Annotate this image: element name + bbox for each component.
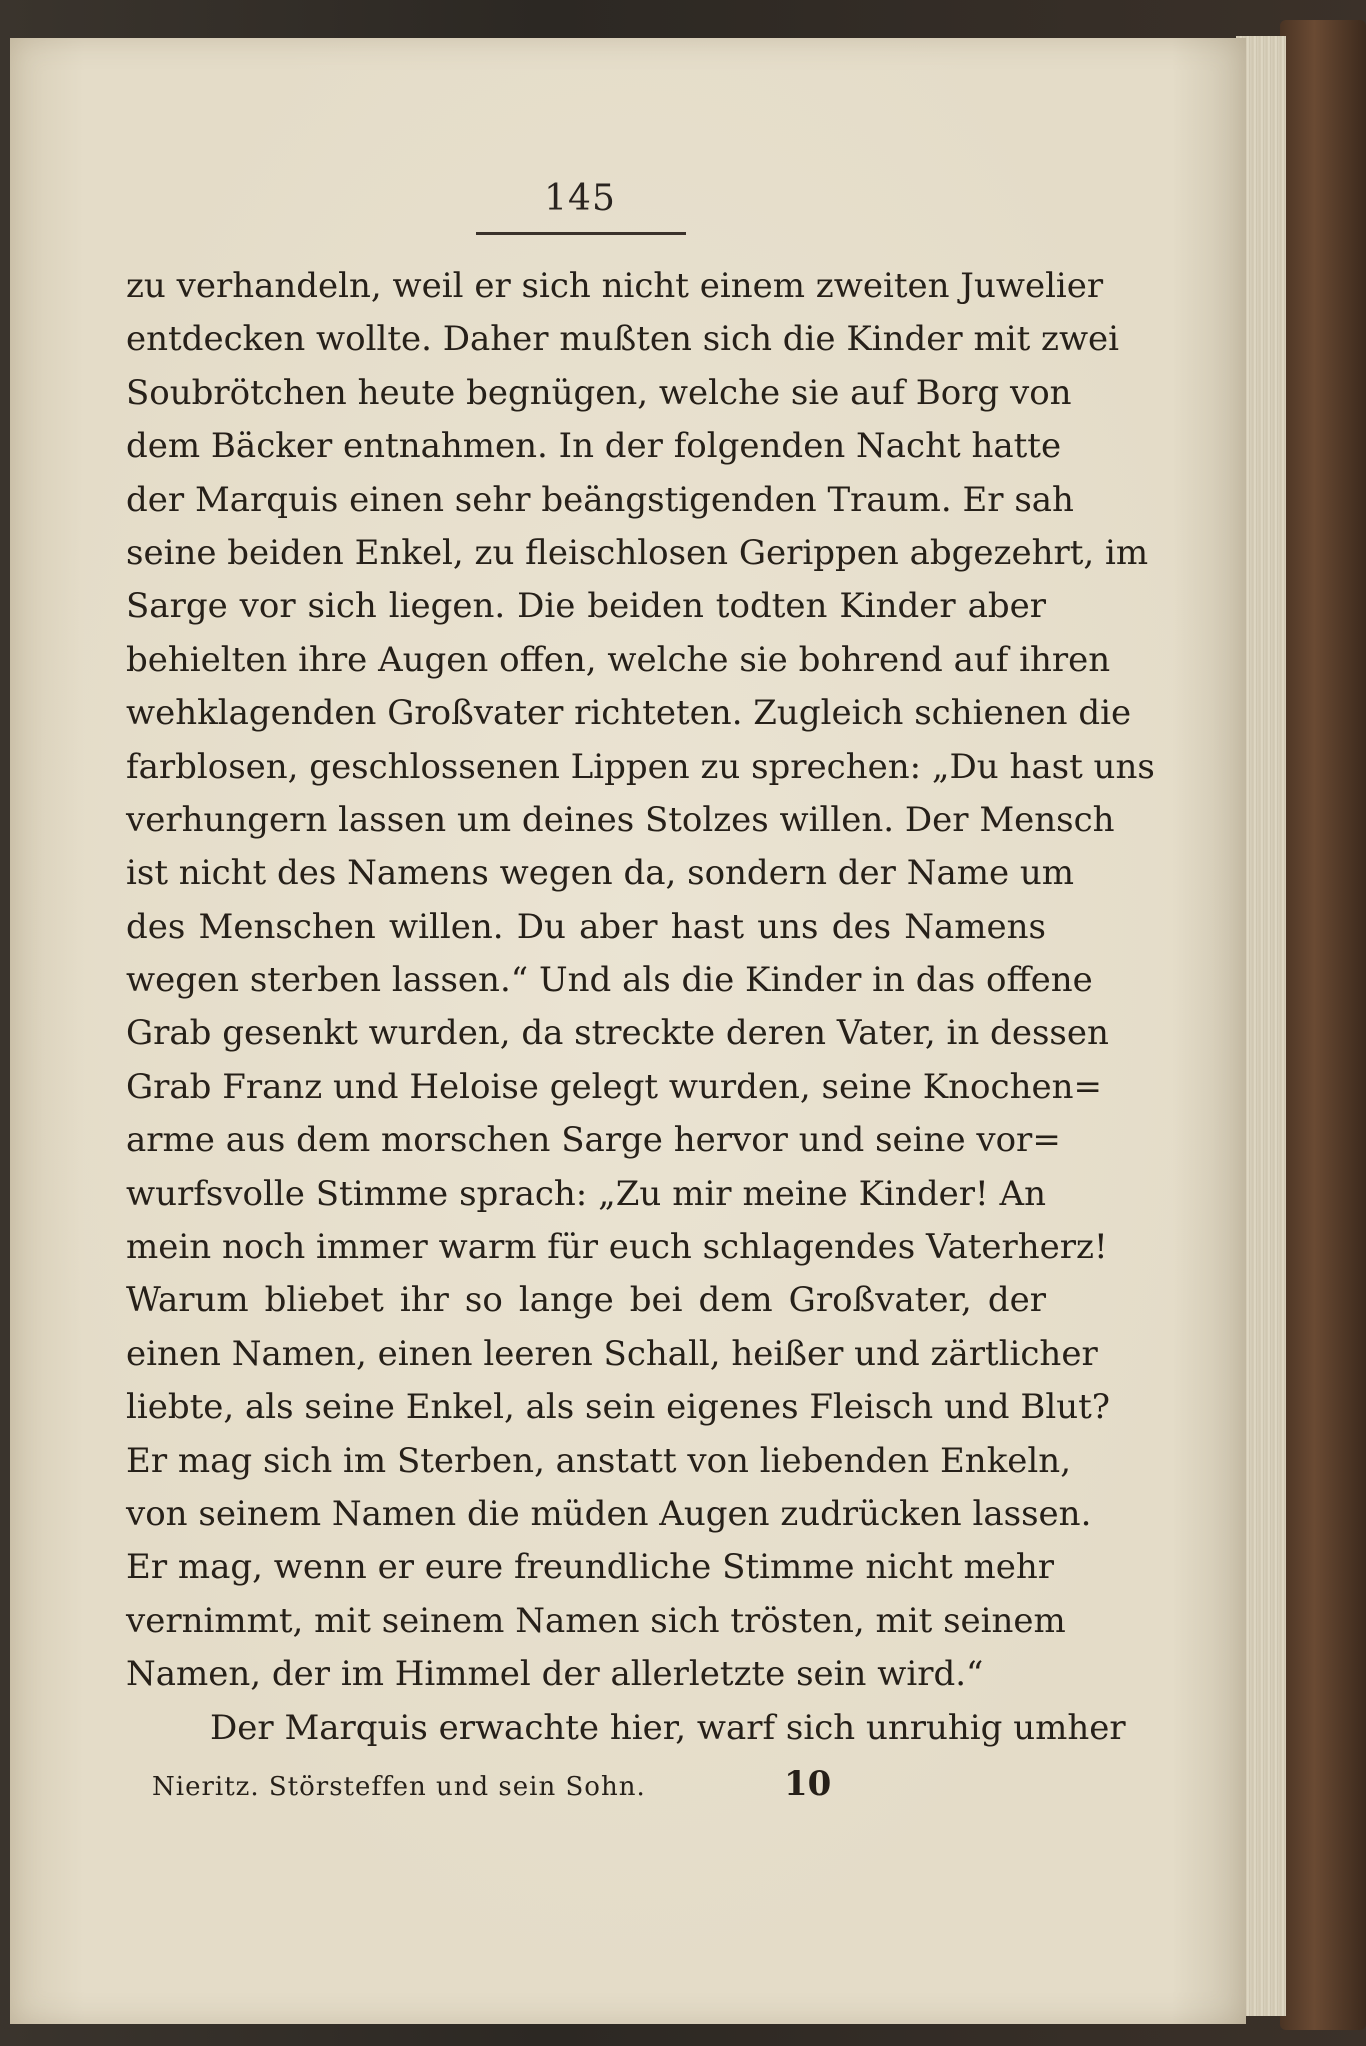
text-line: Der Marquis erwachte hier, warf sich unruhig umher xyxy=(210,1707,1126,1748)
header-rule xyxy=(476,232,686,235)
text-line: Grab Franz und Heloise gelegt wurden, seine Knochen= xyxy=(126,1066,1102,1107)
text-line: behielten ihre Augen offen, welche sie bohrend auf ihren xyxy=(126,639,1111,680)
text-line: der Marquis einen sehr beängstigenden Traum. Er sah xyxy=(126,479,1074,520)
book-page xyxy=(10,38,1246,2024)
text-line: wegen sterben lassen.“ Und als die Kinder in das offene xyxy=(126,960,1093,1001)
text-line: zu verhandeln, weil er sich nicht einem zweiten Juwelier xyxy=(126,266,1104,306)
text-line: entdecken wollte. Daher mußten sich die Kinder mit zwei xyxy=(126,319,1120,360)
text-line: Namen, der im Himmel der allerletzte sein wird.“ xyxy=(126,1654,984,1695)
text-line: vernimmt, mit seinem Namen sich trösten, mit seinem xyxy=(126,1600,1066,1641)
text-line: Er mag, wenn er eure freundliche Stimme nicht mehr xyxy=(126,1547,1055,1588)
text-line: Soubrötchen heute begnügen, welche sie auf Borg von xyxy=(126,372,1072,413)
text-line: mein noch immer warm für euch schlagendes Vaterherz! xyxy=(126,1227,1108,1268)
text-line: farblosen, geschlossenen Lippen zu sprechen: „Du hast uns xyxy=(126,746,1155,787)
text-line: wehklagenden Großvater richteten. Zugleich schienen die xyxy=(126,693,1132,734)
text-line: Grab gesenkt wurden, da streckte deren Vater, in dessen xyxy=(126,1013,1109,1054)
text-line: Warum bliebet ihr so lange bei dem Großvater, der xyxy=(126,1280,1046,1321)
text-line: arme aus dem morschen Sarge hervor und seine vor= xyxy=(126,1120,1061,1161)
signature-line: Nieritz. Störsteffen und sein Sohn. xyxy=(152,1772,646,1802)
text-line: dem Bäcker entnahmen. In der folgenden Nacht hatte xyxy=(126,426,1062,467)
text-line: Er mag sich im Sterben, anstatt von liebenden Enkeln, xyxy=(126,1440,1072,1481)
cover-edge xyxy=(1280,20,1366,2030)
text-line: des Menschen willen. Du aber hast uns des Namens xyxy=(126,906,1046,947)
text-line: wurfsvolle Stimme sprach: „Zu mir meine Kinder! An xyxy=(126,1173,1046,1214)
text-line: von seinem Namen die müden Augen zudrücken lassen. xyxy=(126,1493,1092,1534)
text-line: Sarge vor sich liegen. Die beiden todten Kinder aber xyxy=(126,586,1046,627)
text-line: ist nicht des Namens wegen da, sondern der Name um xyxy=(126,853,1075,894)
body-text xyxy=(126,260,1155,1755)
text-line: seine beiden Enkel, zu fleischlosen Gerippen abgezehrt, im xyxy=(126,532,1149,573)
page-number: 145 xyxy=(544,178,616,219)
text-line: verhungern lassen um deines Stolzes willen. Der Mensch xyxy=(126,799,1115,840)
text-line: einen Namen, einen leeren Schall, heißer und zärtlicher xyxy=(126,1333,1098,1374)
text-line: liebte, als seine Enkel, als sein eigenes Fleisch und Blut? xyxy=(126,1387,1111,1428)
sheet-number: 10 xyxy=(784,1764,832,1804)
